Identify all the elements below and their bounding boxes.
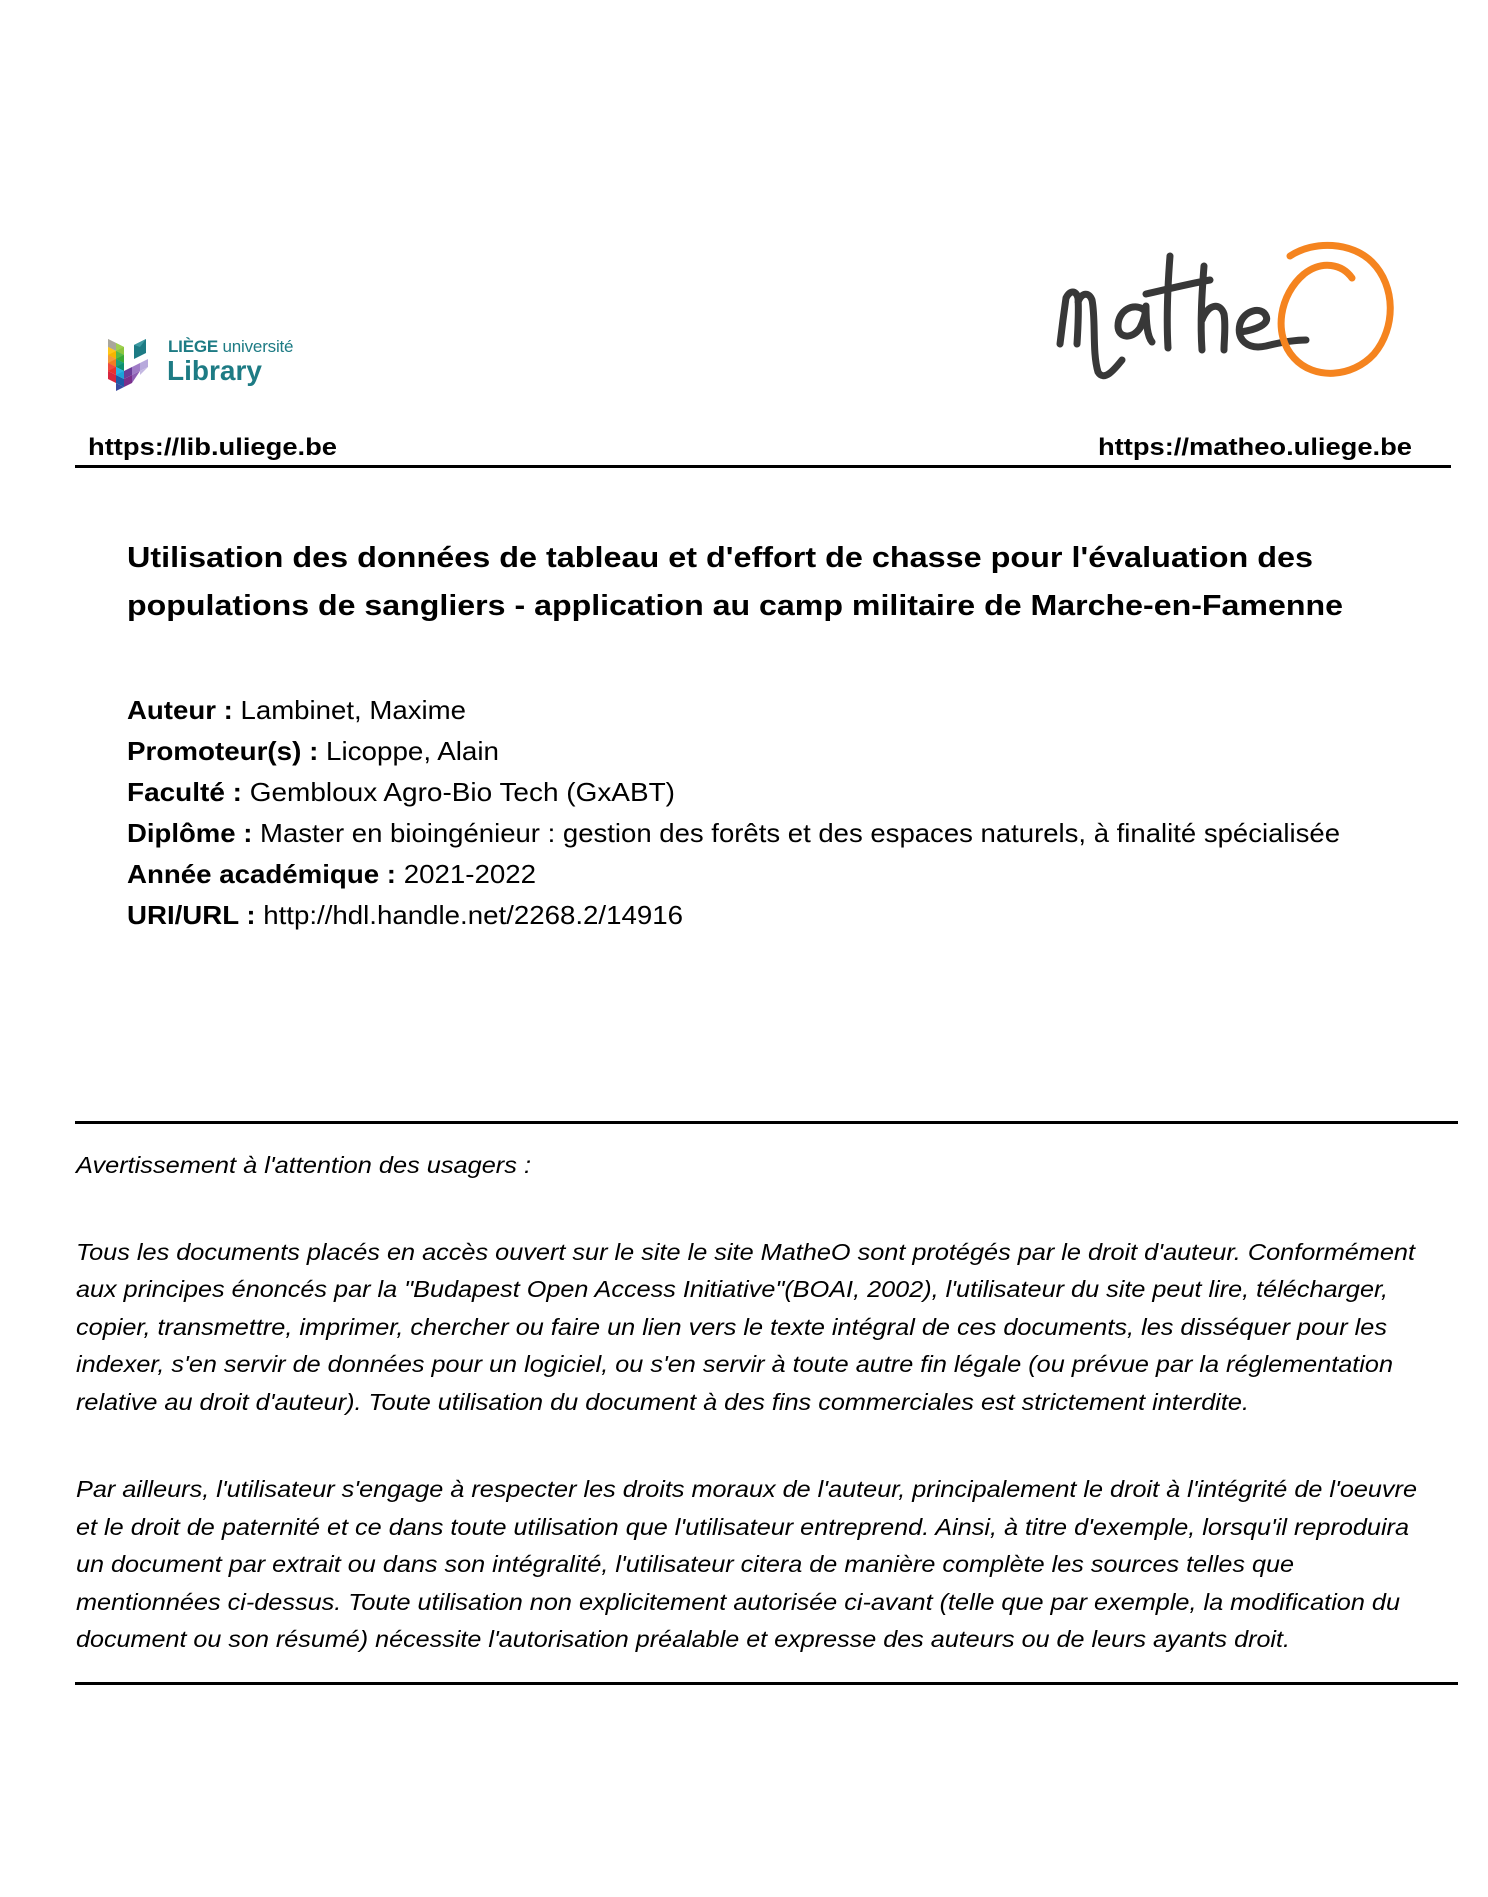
paragraph-line: Par ailleurs, l'utilisateur s'engage à respecter les droits moraux de l'auteur, principalement le droit à l'intégrité de l'oeuvre: [76, 1476, 1417, 1502]
notice-top-divider: [75, 1121, 1458, 1124]
meta-value: Lambinet, Maxime: [240, 695, 466, 725]
matheo-signature-icon: [1052, 232, 1404, 386]
liege-university-library-logo: [108, 337, 308, 397]
meta-value: 2021-2022: [403, 859, 536, 889]
meta-value: Licoppe, Alain: [326, 736, 499, 766]
meta-label: Diplôme :: [127, 818, 253, 848]
meta-degree: [127, 818, 1340, 848]
meta-author: [127, 695, 466, 725]
meta-academic-year: [127, 859, 536, 889]
notice-heading: Avertissement à l'attention des usagers :: [76, 1152, 531, 1178]
meta-value link[interactable]: http://hdl.handle.net/2268.2/14916: [263, 900, 683, 930]
paragraph-line: relative au droit d'auteur). Toute utilisation du document à des fins commerciales est strictement interdite.: [76, 1389, 1249, 1415]
paragraph-line: et le droit de paternité et ce dans toute utilisation que l'utilisateur entreprend. Ainsi, à titre d'exemple, lorsqu'il reproduira: [76, 1514, 1409, 1540]
paragraph-line: copier, transmettre, imprimer, chercher ou faire un lien vers le texte intégral de ces documents, les disséquer pour les: [76, 1314, 1387, 1340]
title-line-1: Utilisation des données de tableau et d'effort de chasse pour l'évaluation des: [127, 542, 1313, 574]
notice-bottom-divider: [75, 1682, 1458, 1685]
paragraph-line: mentionnées ci-dessus. Toute utilisation non explicitement autorisée ci-avant (telle que par exemple, la modification du: [76, 1589, 1400, 1615]
meta-uri: [127, 900, 683, 930]
paragraph-line: aux principes énoncés par la "Budapest Open Access Initiative"(BOAI, 2002), l'utilisateur du site peut lire, télécharger,: [76, 1276, 1388, 1302]
matheo-url[interactable]: https://matheo.uliege.be: [1098, 434, 1412, 461]
paragraph-line: indexer, s'en servir de données pour un logiciel, ou s'en servir à toute autre fin légale (ou prévue par la réglementation: [76, 1351, 1394, 1377]
title-line-2: populations de sangliers - application au camp militaire de Marche-en-Famenne: [127, 590, 1343, 622]
meta-label: Faculté :: [127, 777, 242, 807]
paragraph-line: Tous les documents placés en accès ouvert sur le site le site MatheO sont protégés par le droit d'auteur. Conformément: [76, 1239, 1415, 1265]
meta-label: URI/URL :: [127, 900, 256, 930]
meta-value: Master en bioingénieur : gestion des forêts et des espaces naturels, à finalité spécialisée: [260, 818, 1340, 848]
meta-label: Année académique :: [127, 859, 397, 889]
library-url[interactable]: https://lib.uliege.be: [88, 434, 337, 461]
matheo-logo: [1052, 232, 1404, 386]
paragraph-line: un document par extrait ou dans son intégralité, l'utilisateur citera de manière complète les sources telles que: [76, 1551, 1294, 1577]
meta-promoter: [127, 736, 499, 766]
header-divider: [75, 465, 1451, 468]
paragraph-line: document ou son résumé) nécessite l'autorisation préalable et expresse des auteurs ou de leurs ayants droit.: [76, 1626, 1290, 1652]
logo-line-library: Library: [167, 355, 262, 386]
meta-value: Gembloux Agro-Bio Tech (GxABT): [249, 777, 675, 807]
library-cube-icon: [108, 337, 164, 397]
meta-faculty: [127, 777, 675, 807]
meta-label: Promoteur(s) :: [127, 736, 319, 766]
logo-line-liege-universite: LIÈGE université: [168, 337, 294, 356]
meta-label: Auteur :: [127, 695, 233, 725]
